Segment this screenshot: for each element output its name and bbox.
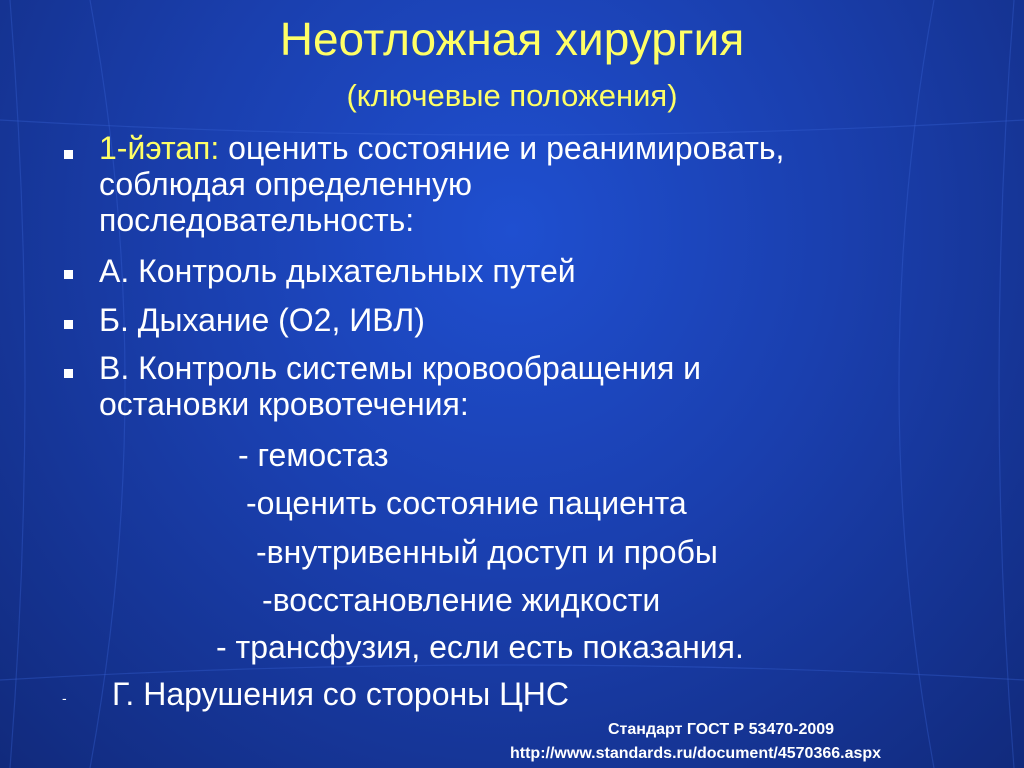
subitem-fluid-restoration: -восстановление жидкости	[262, 582, 661, 618]
slide-subtitle: (ключевые положения)	[346, 78, 678, 113]
stage-text-line-3: последовательность:	[99, 202, 415, 238]
dash-marker: -	[62, 690, 67, 706]
circulation-line-1: В. Контроль системы кровообращения и	[99, 350, 702, 386]
bullet-icon	[64, 369, 73, 378]
bullet-icon	[64, 150, 73, 159]
subitem-iv-access: -внутривенный доступ и пробы	[256, 534, 718, 570]
slide-title: Неотложная хирургия	[279, 13, 745, 65]
subitem-assess-patient: -оценить состояние пациента	[246, 485, 687, 521]
footer-url-link[interactable]: http://www.standards.ru/document/4570366.aspx	[510, 745, 882, 762]
circulation-line-2: остановки кровотечения:	[99, 386, 469, 422]
list-item-stage-1	[99, 130, 999, 238]
bullet-icon	[64, 270, 73, 279]
subitem-hemostasis: - гемостаз	[238, 437, 389, 473]
list-item-cns: Г. Нарушения со стороны ЦНС	[112, 676, 569, 712]
bullet-icon	[64, 320, 73, 329]
stage-text-line-2: соблюдая определенную	[99, 166, 472, 202]
list-item-airway: А. Контроль дыхательных путей	[99, 253, 576, 289]
list-item-circulation	[99, 350, 999, 422]
list-item-breathing: Б. Дыхание (О2, ИВЛ)	[99, 302, 425, 338]
stage-label: 1-йэтап:	[99, 130, 220, 166]
stage-text-line-1: оценить состояние и реанимировать,	[219, 130, 785, 166]
subitem-transfusion: - трансфузия, если есть показания.	[216, 629, 744, 665]
footer-standard: Стандарт ГОСТ Р 53470-2009	[608, 721, 835, 738]
